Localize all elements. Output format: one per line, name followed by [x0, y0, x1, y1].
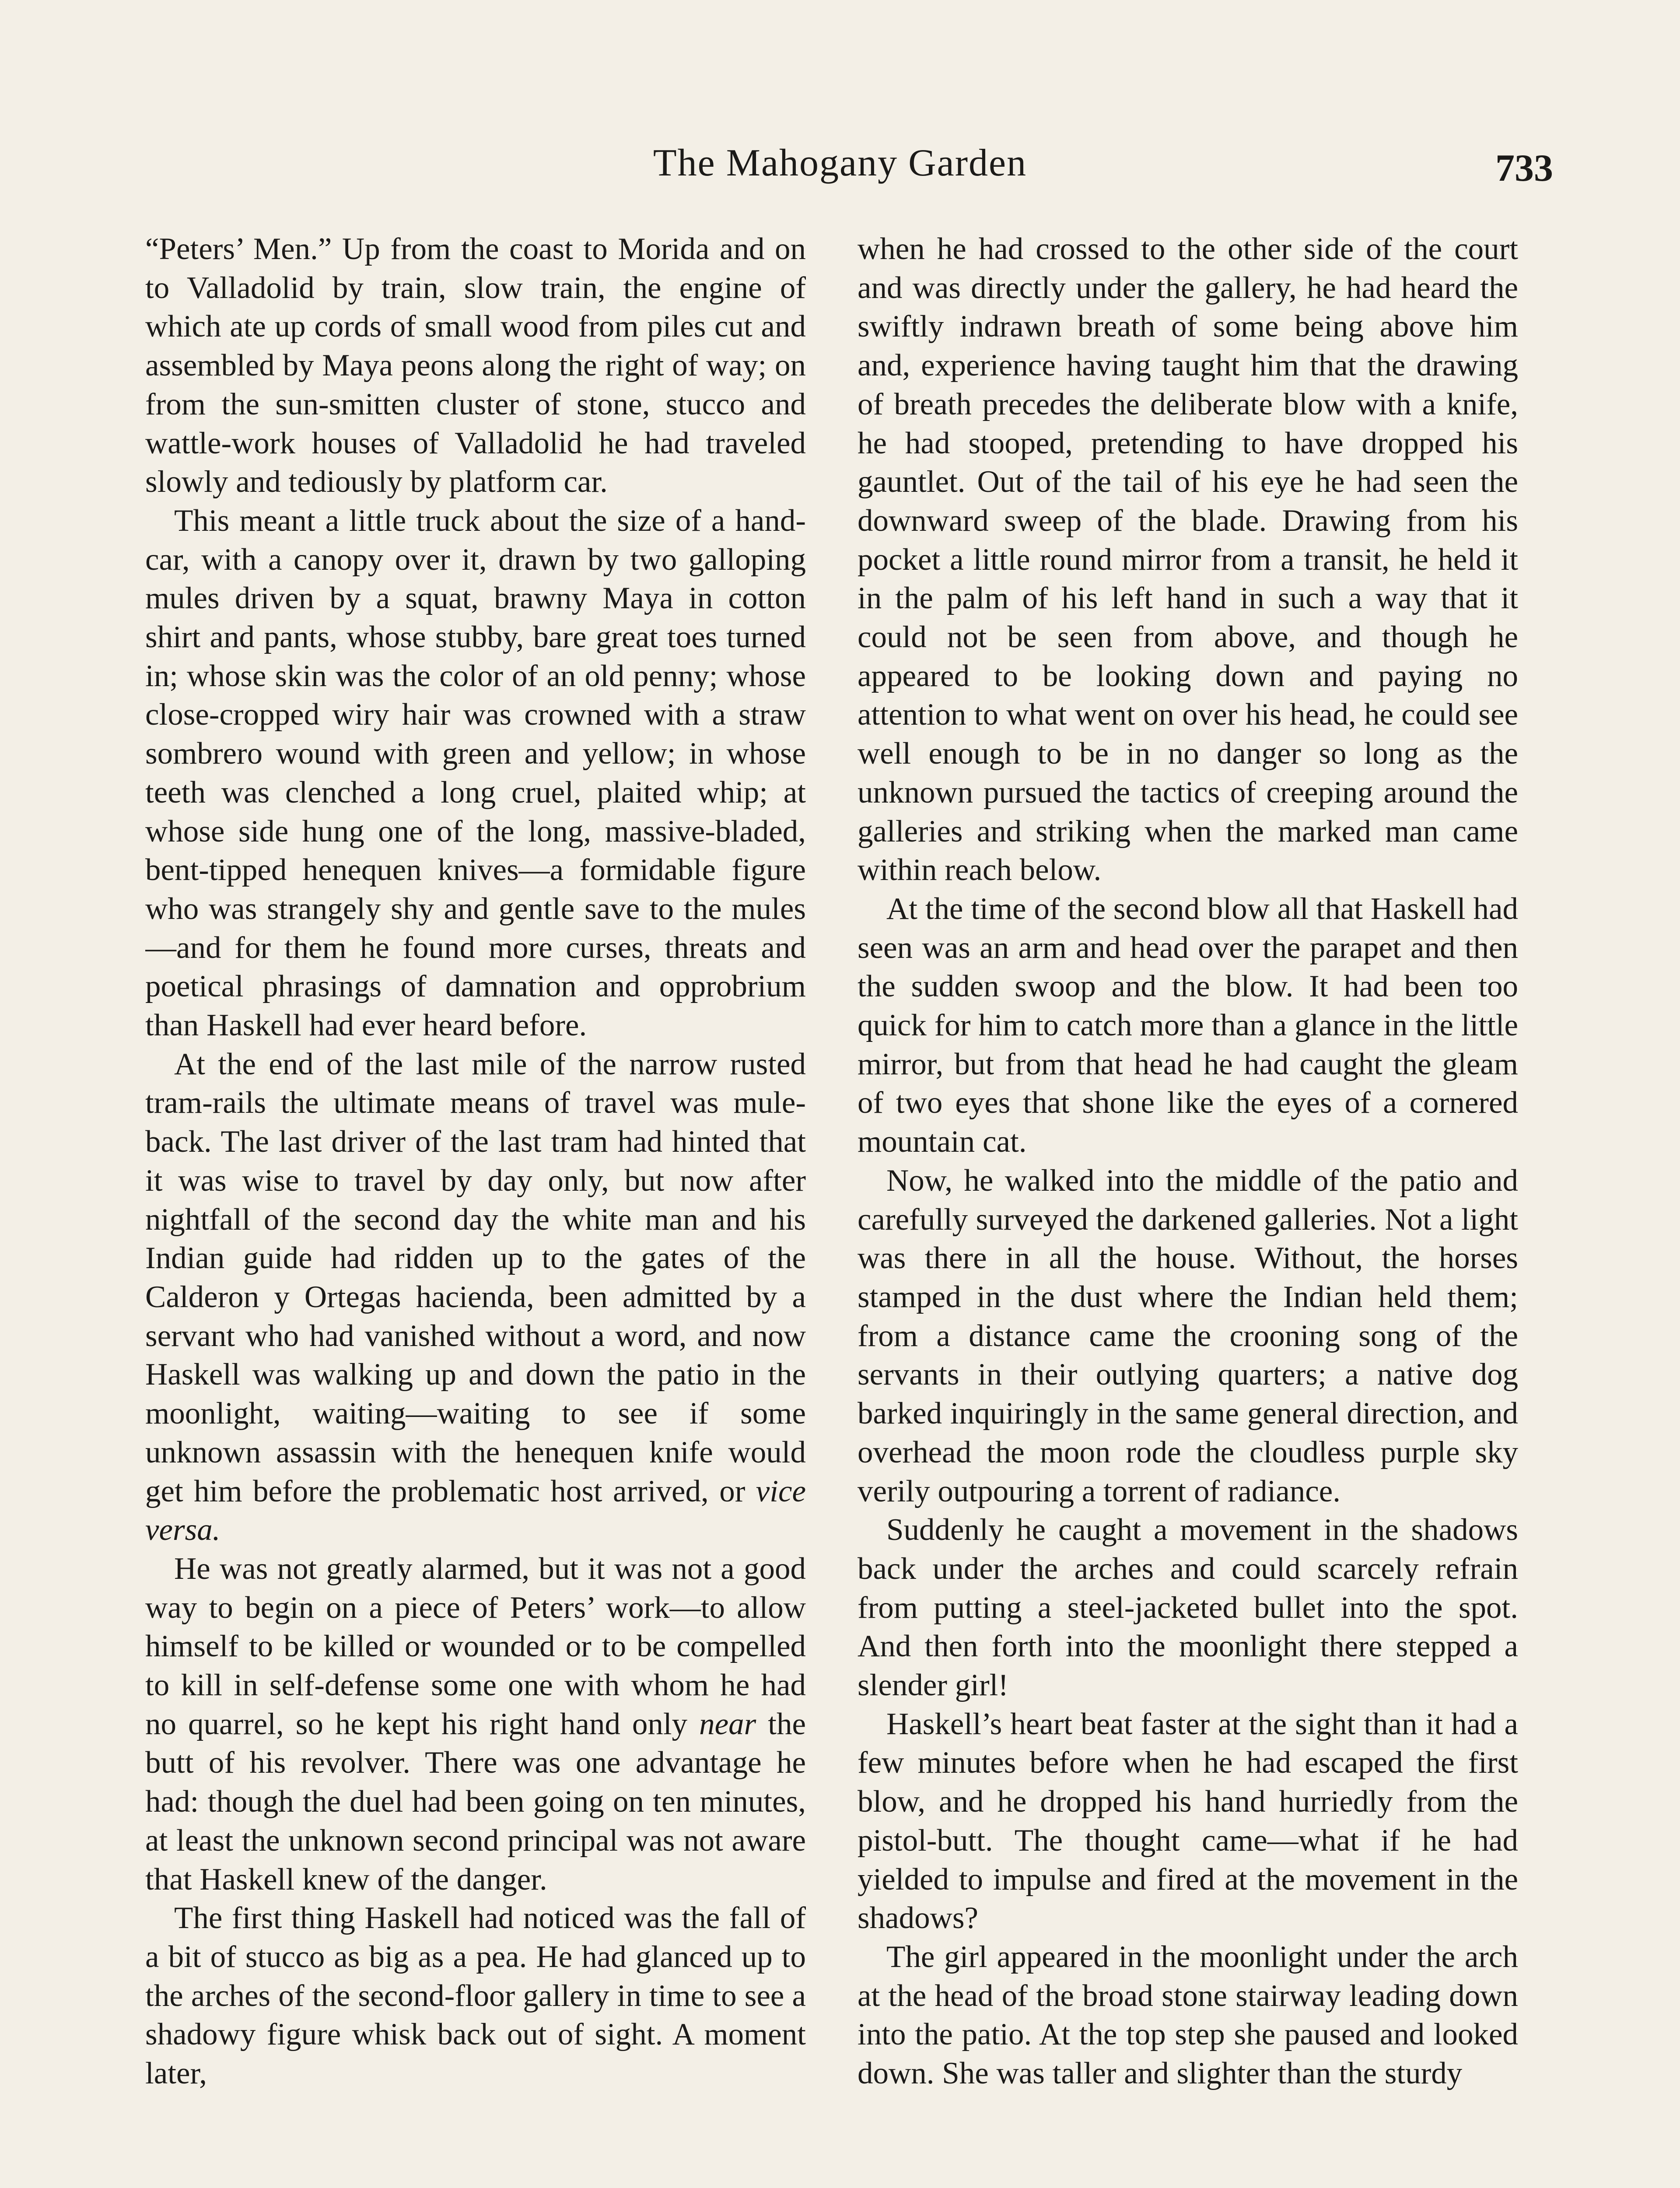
italic-phrase: vice versa.	[145, 1474, 806, 1547]
running-title: The Mahogany Garden	[653, 142, 1027, 184]
paragraph	[145, 1550, 806, 1899]
paragraph: At the time of the second blow all that Haskell had seen was an arm and head over the parapet and then the sudden swoop and the blow. It had been too quick for him to catch more than a glance in the little mirror, but from that head he had caught the gleam of two eyes that shone like the eyes of a cornered mountain cat.	[858, 891, 1518, 1159]
paragraph: Haskell’s heart beat faster at the sight than it had a few minutes before when he had escaped the first blow, and he dropped his hand hurriedly from the pistol-butt. The thought came—what if he had yielded to impulse and fired at the movement in the shadows?	[858, 1707, 1518, 1936]
paragraph: “Peters’ Men.” Up from the coast to Morida and on to Valladolid by train, slow train, the engine of which ate up cords of small wood from piles cut and assembled by Maya peons along the right of way; on from the sun-smitten cluster of stone, stucco and wattle-work houses of Valladolid he had traveled slowly and tediously by platform car.	[145, 232, 806, 499]
paragraph: The girl appeared in the moonlight under the arch at the head of the broad stone stairway leading down into the patio. At the top step she paused and looked down. She was taller and slighter than the sturdy	[858, 1939, 1518, 2091]
paragraph: Now, he walked into the middle of the patio and carefully surveyed the darkened galleries. Not a light was there in all the house. Without, the horses stamped in the dust where the Indian held them; from a distance came the crooning song of the servants in their outlying quarters; a native dog barked inquiringly in the same general direction, and overhead the moon rode the cloudless purple sky verily outpouring a torrent of radiance.	[858, 1163, 1518, 1508]
paragraph: The first thing Haskell had noticed was the fall of a bit of stucco as big as a pea. He had glanced up to the arches of the second-floor gallery in time to see a shadowy figure whisk back out of sight. A moment later,	[145, 1901, 806, 2091]
italic-word: near	[699, 1707, 756, 1741]
paragraph-text: He was not greatly alarmed, but it was not a good way to begin on a piece of Peters’ work—to allow himself to be killed or wounded or to be compelled to kill in self-defense some one with whom he had no quarrel, so he kept his right hand only	[145, 1551, 806, 1741]
paragraph: Suddenly he caught a movement in the shadows back under the arches and could scarcely refrain from putting a steel-jacketed bullet into the spot. And then forth into the moonlight there stepped a slender girl!	[858, 1513, 1518, 1703]
paragraph: when he had crossed to the other side of the court and was directly under the gallery, he had heard the swiftly indrawn breath of some being above him and, experience having taught him that the drawing of breath precedes the deliberate blow with a knife, he had stooped, pretending to have dropped his gauntlet. Out of the tail of his eye he had seen the downward sweep of the blade. Drawing from his pocket a little round mirror from a transit, he held it in the palm of his left hand in such a way that it could not be seen from above, and though he appeared to be looking down and paying no attention to what went on over his head, he could see well enough to be in no danger so long as the unknown pursued the tactics of creeping around the galleries and striking when the marked man came within reach below.	[858, 232, 1518, 887]
page-number: 733	[1495, 147, 1553, 189]
right-column	[858, 230, 1518, 2188]
paragraph-text: the butt of his revolver. There was one advantage he had: though the duel had been going on ten minutes, at least the unknown second principal was not aware that Haskell knew of the danger.	[145, 1707, 806, 1897]
paragraph	[145, 1045, 806, 1550]
page-header	[0, 139, 1680, 187]
paragraph-text: At the end of the last mile of the narrow rusted tram-rails the ultimate means of travel was mule-back. The last driver of the last tram had hinted that it was wise to travel by day only, but now after nightfall of the second day the white man and his Indian guide had ridden up to the gates of the Calderon y Ortegas hacienda, been admitted by a servant who had vanished without a word, and now Haskell was walking up and down the patio in the moonlight, waiting—waiting to see if some unknown assassin with the henequen knife would get him before the problematic host arrived, or	[145, 1047, 806, 1508]
left-column	[145, 230, 806, 2188]
paragraph: This meant a little truck about the size of a hand-car, with a canopy over it, drawn by two galloping mules driven by a squat, brawny Maya in cotton shirt and pants, whose stubby, bare great toes turned in; whose skin was the color of an old penny; whose close-cropped wiry hair was crowned with a straw sombrero wound with green and yellow; in whose teeth was clenched a long cruel, plaited whip; at whose side hung one of the long, massive-bladed, bent-tipped henequen knives—a formidable figure who was strangely shy and gentle save to the mules—and for them he found more curses, threats and poetical phrasings of damnation and opprobrium than Haskell had ever heard before.	[145, 503, 806, 1043]
